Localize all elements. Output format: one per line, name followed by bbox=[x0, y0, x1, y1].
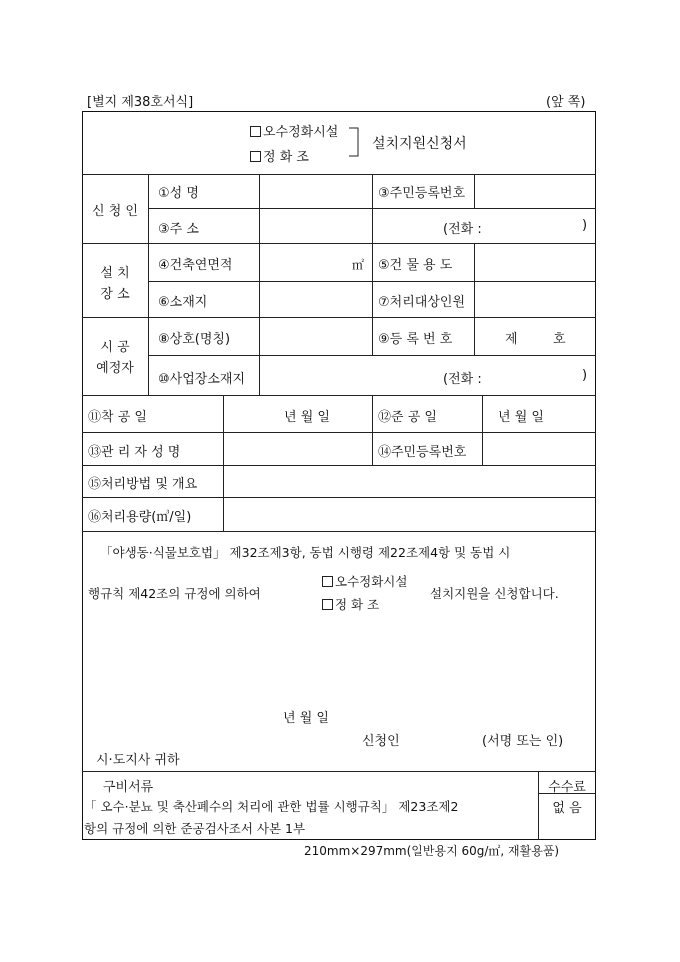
checkbox-icon[interactable] bbox=[250, 151, 261, 162]
registration-ho: 호 bbox=[553, 332, 566, 347]
section-contractor-line1: 시 공 bbox=[100, 340, 130, 355]
registration-je: 제 bbox=[505, 332, 518, 347]
section-install-site-line1: 설 치 bbox=[100, 266, 130, 281]
sign-hint: (서명 또는 인) bbox=[482, 734, 564, 749]
manager-name-field[interactable] bbox=[224, 433, 371, 464]
applicant-phone-label: (전화 : bbox=[443, 222, 482, 237]
application-date[interactable]: 년 월 일 bbox=[283, 711, 329, 726]
section-install-site-line2: 장 소 bbox=[100, 287, 130, 302]
contractor-phone-close: ) bbox=[582, 368, 588, 383]
manager-resident-no-label: ⑭주민등록번호 bbox=[378, 445, 467, 460]
company-name-label: ⑧상호(명칭) bbox=[158, 332, 231, 347]
paper-spec: 210mm×297mm(일반용지 60g/㎡, 재활용품) bbox=[304, 844, 560, 858]
applicant-resident-no-field[interactable] bbox=[475, 175, 595, 207]
building-usage-label: ⑤건 물 용 도 bbox=[378, 258, 453, 273]
business-address-field[interactable] bbox=[260, 356, 595, 394]
statement-option-sewage[interactable] bbox=[322, 572, 407, 590]
statement-line2-suffix: 설치지원을 신청합니다. bbox=[430, 586, 559, 601]
statement-line1: 「야생동·식물보호법」 제32조제3항, 동법 시행령 제22조제4항 및 동법 시 bbox=[100, 545, 511, 560]
applicant-address-field[interactable] bbox=[260, 209, 595, 242]
location-field[interactable] bbox=[260, 282, 371, 316]
applicant-phone-close: ) bbox=[582, 218, 588, 233]
start-date-label: ⑪착 공 일 bbox=[88, 410, 147, 425]
registration-no-label: ⑨등 록 번 호 bbox=[378, 332, 453, 347]
title-option-sewage[interactable] bbox=[250, 121, 338, 140]
checkbox-icon[interactable] bbox=[322, 599, 333, 610]
completion-date-field[interactable]: 년 월 일 bbox=[498, 410, 544, 425]
floor-area-label: ④건축연면적 bbox=[158, 258, 233, 273]
page-side-label: (앞 쪽) bbox=[546, 95, 586, 110]
fee-label: 수수료 bbox=[548, 780, 586, 795]
form-number: [별지 제38호서식] bbox=[87, 95, 194, 110]
fee-value: 없 음 bbox=[552, 801, 582, 816]
documents-line1: 「 오수·분뇨 및 축산폐수의 처리에 관한 법률 시행규칙」 제23조제2 bbox=[84, 799, 459, 814]
contractor-phone-label: (전화 : bbox=[443, 372, 482, 387]
start-date-field[interactable]: 년 월 일 bbox=[284, 410, 330, 425]
company-name-field[interactable] bbox=[260, 318, 371, 354]
addressee: 시·도지사 귀하 bbox=[96, 753, 180, 768]
section-contractor-line2: 예정자 bbox=[96, 361, 134, 376]
target-people-field[interactable] bbox=[475, 282, 595, 316]
treatment-capacity-field[interactable] bbox=[224, 498, 595, 530]
building-usage-field[interactable] bbox=[475, 244, 595, 280]
statement-option-septic-label: 정 화 조 bbox=[335, 597, 380, 612]
applicant-address-label: ③주 소 bbox=[158, 222, 199, 237]
manager-resident-no-field[interactable] bbox=[483, 433, 595, 464]
area-unit: ㎡ bbox=[352, 258, 365, 272]
business-address-label: ⑩사업장소재지 bbox=[158, 372, 246, 387]
title-option-septic[interactable] bbox=[250, 146, 309, 165]
applicant-resident-no-label: ③주민등록번호 bbox=[378, 186, 466, 201]
title-option-septic-label: 정 화 조 bbox=[263, 150, 309, 165]
statement-option-septic[interactable] bbox=[322, 595, 379, 613]
checkbox-icon[interactable] bbox=[250, 126, 261, 137]
statement-line2-prefix: 행규칙 제42조의 규정에 의하여 bbox=[88, 586, 261, 601]
location-label: ⑥소재지 bbox=[158, 295, 208, 310]
statement-option-sewage-label: 오수정화시설 bbox=[335, 574, 408, 589]
checkbox-icon[interactable] bbox=[322, 576, 333, 587]
documents-title: 구비서류 bbox=[103, 780, 154, 795]
applicant-name-field[interactable] bbox=[260, 175, 371, 207]
bracket-icon bbox=[348, 127, 362, 157]
target-people-label: ⑦처리대상인원 bbox=[378, 295, 466, 310]
form-title: 설치지원신청서 bbox=[372, 136, 467, 152]
applicant-name-label: ①성 명 bbox=[158, 186, 199, 201]
treatment-method-label: ⑮처리방법 및 개요 bbox=[88, 477, 198, 492]
section-applicant: 신 청 인 bbox=[92, 204, 138, 219]
documents-line2: 항의 규정에 의한 준공검사조서 사본 1부 bbox=[84, 821, 306, 836]
manager-name-label: ⑬관 리 자 성 명 bbox=[88, 445, 181, 460]
treatment-capacity-label: ⑯처리용량(㎥/일) bbox=[88, 510, 192, 525]
treatment-method-field[interactable] bbox=[224, 466, 595, 496]
title-option-sewage-label: 오수정화시설 bbox=[263, 125, 339, 140]
applicant-sign-label: 신청인 bbox=[362, 734, 400, 749]
completion-date-label: ⑫준 공 일 bbox=[378, 410, 437, 425]
